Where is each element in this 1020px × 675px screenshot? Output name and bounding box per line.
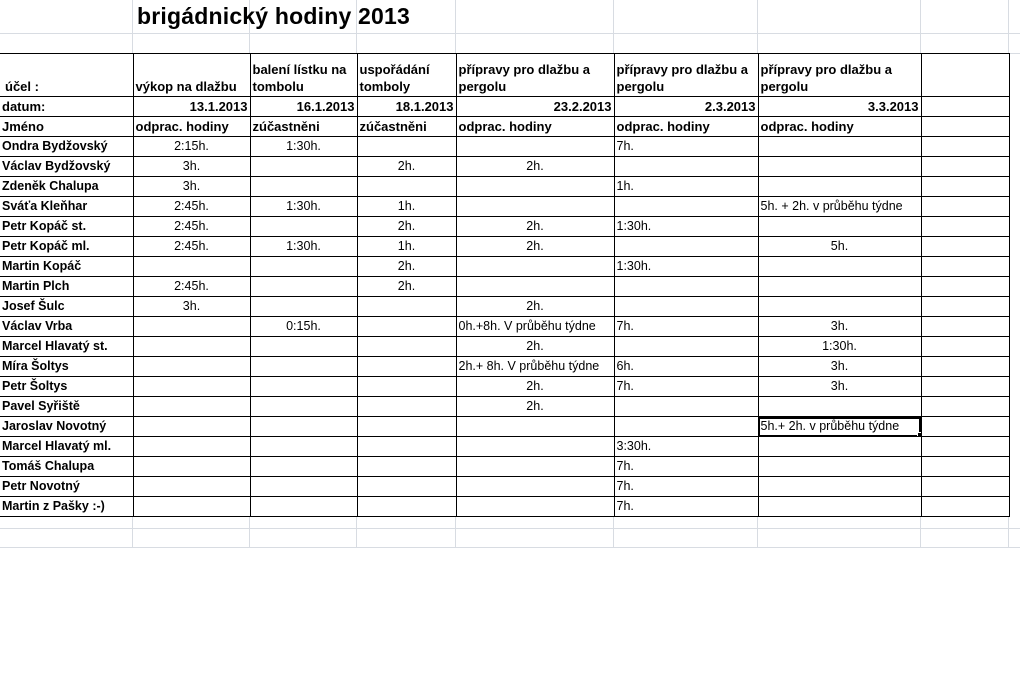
hours-cell[interactable] bbox=[758, 277, 921, 297]
hours-cell[interactable] bbox=[133, 157, 250, 177]
hours-cell[interactable] bbox=[357, 417, 456, 437]
hours-cell[interactable] bbox=[758, 457, 921, 477]
empty-cell[interactable] bbox=[921, 117, 1009, 137]
table-row bbox=[0, 497, 1009, 517]
table-row bbox=[0, 197, 1009, 217]
member-name-cell[interactable]: Marcel Hlavatý ml. bbox=[0, 437, 133, 457]
hours-value: 2h. bbox=[397, 279, 416, 293]
table-row bbox=[0, 257, 1009, 277]
hours-cell[interactable] bbox=[250, 437, 357, 457]
hours-cell[interactable] bbox=[456, 437, 614, 457]
hours-cell[interactable] bbox=[357, 437, 456, 457]
hours-cell[interactable] bbox=[456, 297, 614, 317]
hours-cell[interactable] bbox=[357, 297, 456, 317]
hours-cell[interactable] bbox=[614, 477, 758, 497]
member-name-cell[interactable]: Míra Šoltys bbox=[0, 357, 133, 377]
hours-cell[interactable] bbox=[614, 137, 758, 157]
date-cell[interactable]: 2.3.2013 bbox=[614, 97, 758, 117]
member-name-cell[interactable]: Ondra Bydžovský bbox=[0, 137, 133, 157]
date-cell[interactable]: 18.1.2013 bbox=[357, 97, 456, 117]
hours-cell[interactable] bbox=[614, 357, 758, 377]
hours-cell[interactable] bbox=[456, 257, 614, 277]
hours-value: 3h. bbox=[830, 319, 849, 333]
hours-cell[interactable] bbox=[614, 237, 758, 257]
hours-cell[interactable] bbox=[758, 477, 921, 497]
hours-cell[interactable] bbox=[357, 177, 456, 197]
table-row bbox=[0, 317, 1009, 337]
hours-cell[interactable] bbox=[133, 457, 250, 477]
fill-handle[interactable] bbox=[917, 432, 922, 437]
empty-cell[interactable] bbox=[921, 377, 1009, 397]
date-cell[interactable]: 3.3.2013 bbox=[758, 97, 921, 117]
hours-cell[interactable] bbox=[357, 217, 456, 237]
hours-cell[interactable] bbox=[456, 317, 614, 337]
empty-cell[interactable] bbox=[921, 317, 1009, 337]
hours-value: 6h. bbox=[616, 359, 634, 373]
hours-cell[interactable] bbox=[758, 137, 921, 157]
hours-cell[interactable] bbox=[133, 297, 250, 317]
hours-cell[interactable] bbox=[133, 497, 250, 517]
hours-cell[interactable] bbox=[250, 397, 357, 417]
hours-value: 7h. bbox=[616, 379, 634, 393]
empty-cell[interactable] bbox=[921, 217, 1009, 237]
hours-cell[interactable] bbox=[357, 377, 456, 397]
hours-cell[interactable] bbox=[456, 417, 614, 437]
hours-cell[interactable] bbox=[614, 257, 758, 277]
hours-cell[interactable] bbox=[133, 477, 250, 497]
hours-value: 2h. bbox=[526, 239, 544, 253]
table-row bbox=[0, 437, 1009, 457]
hours-cell[interactable] bbox=[250, 197, 357, 217]
hours-cell[interactable] bbox=[456, 457, 614, 477]
date-row bbox=[0, 97, 1009, 117]
empty-cell[interactable] bbox=[921, 97, 1009, 117]
hours-value: 7h. bbox=[616, 499, 634, 513]
hours-cell[interactable] bbox=[357, 197, 456, 217]
purpose-cell[interactable]: přípravy pro dlažbu a pergolu bbox=[456, 54, 614, 97]
member-name-cell[interactable]: Petr Šoltys bbox=[0, 377, 133, 397]
member-name-cell[interactable]: Jaroslav Novotný bbox=[0, 417, 133, 437]
hours-cell[interactable] bbox=[758, 497, 921, 517]
hours-cell[interactable] bbox=[758, 397, 921, 417]
unit-header-cell[interactable]: odprac. hodiny bbox=[456, 117, 614, 137]
hours-cell[interactable] bbox=[250, 177, 357, 197]
purpose-label[interactable]: účel : bbox=[0, 54, 133, 97]
member-name-cell[interactable]: Petr Kopáč st. bbox=[0, 217, 133, 237]
empty-cell[interactable] bbox=[921, 457, 1009, 477]
hours-cell[interactable] bbox=[250, 217, 357, 237]
hours-value: 2h. bbox=[397, 219, 416, 233]
hours-cell[interactable] bbox=[357, 137, 456, 157]
hours-cell[interactable] bbox=[614, 417, 758, 437]
hours-cell[interactable] bbox=[133, 397, 250, 417]
hours-cell[interactable] bbox=[456, 137, 614, 157]
hours-cell[interactable] bbox=[758, 257, 921, 277]
hours-cell[interactable] bbox=[133, 337, 250, 357]
hours-cell[interactable] bbox=[456, 397, 614, 417]
hours-cell[interactable] bbox=[614, 277, 758, 297]
hours-cell[interactable] bbox=[357, 257, 456, 277]
hours-cell[interactable] bbox=[250, 237, 357, 257]
hours-value: 2:45h. bbox=[174, 239, 209, 253]
purpose-cell[interactable]: výkop na dlažbu bbox=[133, 54, 250, 97]
empty-cell[interactable] bbox=[921, 417, 1009, 437]
table-row bbox=[0, 337, 1009, 357]
hours-cell[interactable] bbox=[614, 197, 758, 217]
hours-value: 7h. bbox=[616, 459, 634, 473]
hours-value: 2h.+ 8h. V průběhu týdne bbox=[458, 359, 600, 373]
hours-cell[interactable] bbox=[758, 357, 921, 377]
empty-cell[interactable] bbox=[921, 437, 1009, 457]
hours-cell[interactable] bbox=[614, 177, 758, 197]
hours-cell[interactable] bbox=[357, 477, 456, 497]
hours-cell[interactable] bbox=[133, 257, 250, 277]
hours-cell[interactable] bbox=[133, 217, 250, 237]
hours-value: 2:15h. bbox=[174, 139, 209, 153]
hours-cell[interactable] bbox=[456, 497, 614, 517]
hours-value: 5h. bbox=[830, 239, 849, 253]
hours-cell[interactable] bbox=[758, 197, 921, 217]
table-row bbox=[0, 277, 1009, 297]
empty-cell[interactable] bbox=[921, 237, 1009, 257]
hours-value: 3h. bbox=[182, 159, 201, 173]
unit-header-cell[interactable]: odprac. hodiny bbox=[133, 117, 250, 137]
member-name-cell[interactable]: Martin Plch bbox=[0, 277, 133, 297]
hours-cell[interactable] bbox=[250, 357, 357, 377]
table-row bbox=[0, 357, 1009, 377]
hours-cell[interactable] bbox=[614, 217, 758, 237]
hours-value: 1h. bbox=[397, 199, 416, 213]
name-column-header[interactable]: Jméno bbox=[0, 117, 133, 137]
hours-cell[interactable] bbox=[357, 497, 456, 517]
member-name-cell[interactable]: Václav Vrba bbox=[0, 317, 133, 337]
empty-cell[interactable] bbox=[921, 197, 1009, 217]
unit-header-cell[interactable]: odprac. hodiny bbox=[758, 117, 921, 137]
member-name-cell[interactable]: Pavel Syřiště bbox=[0, 397, 133, 417]
member-name-cell[interactable]: Zdeněk Chalupa bbox=[0, 177, 133, 197]
hours-cell[interactable] bbox=[357, 237, 456, 257]
table-row bbox=[0, 457, 1009, 477]
hours-cell[interactable] bbox=[250, 277, 357, 297]
hours-table bbox=[0, 53, 1010, 517]
hours-cell[interactable] bbox=[456, 277, 614, 297]
hours-value: 1:30h. bbox=[286, 199, 321, 213]
hours-value: 7h. bbox=[616, 139, 634, 153]
hours-value: 2h. bbox=[397, 159, 416, 173]
hours-cell[interactable] bbox=[357, 357, 456, 377]
hours-cell[interactable] bbox=[614, 497, 758, 517]
date-cell[interactable]: 16.1.2013 bbox=[250, 97, 357, 117]
hours-cell[interactable] bbox=[250, 477, 357, 497]
hours-value: 2h. bbox=[526, 339, 544, 353]
hours-cell[interactable] bbox=[456, 237, 614, 257]
hours-cell[interactable] bbox=[456, 157, 614, 177]
hours-cell[interactable] bbox=[133, 377, 250, 397]
hours-value: 3h. bbox=[182, 179, 201, 193]
table-row bbox=[0, 477, 1009, 497]
hours-value: 1:30h. bbox=[286, 239, 321, 253]
hours-value: 0:15h. bbox=[286, 319, 321, 333]
hours-cell[interactable] bbox=[250, 157, 357, 177]
hours-value: 1:30h. bbox=[616, 219, 652, 233]
hours-cell[interactable] bbox=[357, 337, 456, 357]
hours-cell[interactable] bbox=[250, 297, 357, 317]
table-row bbox=[0, 377, 1009, 397]
hours-value: 2:45h. bbox=[174, 279, 209, 293]
date-label[interactable]: datum: bbox=[0, 97, 133, 117]
purpose-cell[interactable]: uspořádání tomboly bbox=[357, 54, 456, 97]
hours-cell[interactable] bbox=[133, 317, 250, 337]
hours-cell[interactable] bbox=[758, 317, 921, 337]
hours-cell[interactable] bbox=[758, 177, 921, 197]
hours-cell[interactable] bbox=[133, 137, 250, 157]
empty-cell[interactable] bbox=[921, 357, 1009, 377]
table-row bbox=[0, 137, 1009, 157]
hours-value: 2:45h. bbox=[174, 199, 209, 213]
hours-value: 7h. bbox=[616, 479, 634, 493]
hours-cell[interactable] bbox=[614, 457, 758, 477]
table-row bbox=[0, 237, 1009, 257]
hours-value: 5h.+ 2h. v průběhu týdne bbox=[760, 419, 900, 433]
hours-value: 0h.+8h. V průběhu týdne bbox=[458, 319, 596, 333]
hours-value: 5h. + 2h. v průběhu týdne bbox=[760, 199, 903, 213]
hours-cell[interactable] bbox=[456, 377, 614, 397]
hours-cell[interactable] bbox=[357, 397, 456, 417]
hours-cell[interactable] bbox=[250, 317, 357, 337]
member-name-cell[interactable]: Sváťa Kleňhar bbox=[0, 197, 133, 217]
hours-cell[interactable] bbox=[758, 237, 921, 257]
hours-value: 7h. bbox=[616, 319, 634, 333]
hours-cell[interactable] bbox=[758, 437, 921, 457]
empty-cell[interactable] bbox=[921, 177, 1009, 197]
hours-value: 3h. bbox=[830, 359, 849, 373]
sheet-title[interactable]: brigádnický hodiny 2013 bbox=[137, 3, 411, 29]
hours-value: 2h. bbox=[526, 219, 544, 233]
hours-cell[interactable] bbox=[614, 337, 758, 357]
member-name-cell[interactable]: Marcel Hlavatý st. bbox=[0, 337, 133, 357]
hours-cell[interactable] bbox=[133, 437, 250, 457]
member-name-cell[interactable]: Tomáš Chalupa bbox=[0, 457, 133, 477]
unit-header-cell[interactable]: odprac. hodiny bbox=[614, 117, 758, 137]
hours-cell[interactable] bbox=[357, 457, 456, 477]
table-row bbox=[0, 217, 1009, 237]
hours-cell[interactable] bbox=[456, 357, 614, 377]
hours-cell[interactable] bbox=[758, 417, 921, 437]
hours-cell[interactable] bbox=[614, 377, 758, 397]
table-row bbox=[0, 177, 1009, 197]
date-cell[interactable]: 23.2.2013 bbox=[456, 97, 614, 117]
hours-cell[interactable] bbox=[250, 417, 357, 437]
date-cell[interactable]: 13.1.2013 bbox=[133, 97, 250, 117]
empty-cell[interactable] bbox=[921, 477, 1009, 497]
hours-cell[interactable] bbox=[456, 337, 614, 357]
hours-value: 1:30h. bbox=[286, 139, 321, 153]
empty-cell[interactable] bbox=[921, 277, 1009, 297]
hours-cell[interactable] bbox=[250, 137, 357, 157]
unit-header-cell[interactable]: zúčastněni bbox=[357, 117, 456, 137]
hours-cell[interactable] bbox=[614, 397, 758, 417]
hours-cell[interactable] bbox=[758, 377, 921, 397]
empty-cell[interactable] bbox=[921, 54, 1009, 97]
member-name-cell[interactable]: Václav Bydžovský bbox=[0, 157, 133, 177]
hours-value: 2h. bbox=[526, 399, 544, 413]
hours-value: 1h. bbox=[616, 179, 634, 193]
member-name-cell[interactable]: Martin Kopáč bbox=[0, 257, 133, 277]
hours-value: 2h. bbox=[526, 379, 544, 393]
hours-value: 3h. bbox=[182, 299, 201, 313]
hours-cell[interactable] bbox=[133, 197, 250, 217]
hours-cell[interactable] bbox=[250, 257, 357, 277]
hours-value: 2h. bbox=[526, 159, 544, 173]
hours-cell[interactable] bbox=[250, 497, 357, 517]
table-row bbox=[0, 157, 1009, 177]
empty-cell[interactable] bbox=[921, 397, 1009, 417]
empty-cell[interactable] bbox=[921, 297, 1009, 317]
empty-cell[interactable] bbox=[921, 157, 1009, 177]
purpose-cell[interactable]: přípravy pro dlažbu a pergolu bbox=[614, 54, 758, 97]
empty-cell[interactable] bbox=[921, 137, 1009, 157]
purpose-cell[interactable]: balení lístku na tombolu bbox=[250, 54, 357, 97]
hours-cell[interactable] bbox=[133, 177, 250, 197]
hours-cell[interactable] bbox=[614, 317, 758, 337]
purpose-row bbox=[0, 54, 1009, 97]
member-name-cell[interactable]: Martin z Pašky :-) bbox=[0, 497, 133, 517]
hours-value: 3:30h. bbox=[616, 439, 652, 453]
hours-cell[interactable] bbox=[133, 357, 250, 377]
hours-cell[interactable] bbox=[758, 297, 921, 317]
hours-cell[interactable] bbox=[758, 337, 921, 357]
hours-value: 1:30h. bbox=[616, 259, 652, 273]
hours-cell[interactable] bbox=[758, 157, 921, 177]
hours-cell[interactable] bbox=[758, 217, 921, 237]
column-header-row bbox=[0, 117, 1009, 137]
member-name-cell[interactable]: Petr Kopáč ml. bbox=[0, 237, 133, 257]
hours-value: 3h. bbox=[830, 379, 849, 393]
unit-header-cell[interactable]: zúčastněni bbox=[250, 117, 357, 137]
empty-cell[interactable] bbox=[921, 257, 1009, 277]
hours-cell[interactable] bbox=[133, 277, 250, 297]
hours-cell[interactable] bbox=[456, 177, 614, 197]
empty-cell[interactable] bbox=[921, 337, 1009, 357]
hours-cell[interactable] bbox=[133, 417, 250, 437]
hours-cell[interactable] bbox=[357, 157, 456, 177]
table-row bbox=[0, 417, 1009, 437]
hours-value: 1h. bbox=[397, 239, 416, 253]
hours-value: 1:30h. bbox=[822, 339, 857, 353]
hours-cell[interactable] bbox=[250, 457, 357, 477]
hours-cell[interactable] bbox=[250, 337, 357, 357]
hours-cell[interactable] bbox=[614, 297, 758, 317]
hours-cell[interactable] bbox=[614, 437, 758, 457]
hours-cell[interactable] bbox=[133, 237, 250, 257]
hours-cell[interactable] bbox=[456, 477, 614, 497]
hours-cell[interactable] bbox=[250, 377, 357, 397]
purpose-cell[interactable]: přípravy pro dlažbu a pergolu bbox=[758, 54, 921, 97]
table-row bbox=[0, 397, 1009, 417]
member-name-cell[interactable]: Petr Novotný bbox=[0, 477, 133, 497]
hours-value: 2h. bbox=[397, 259, 416, 273]
member-name-cell[interactable]: Josef Šulc bbox=[0, 297, 133, 317]
hours-value: 2:45h. bbox=[174, 219, 209, 233]
hours-cell[interactable] bbox=[456, 197, 614, 217]
hours-value: 2h. bbox=[526, 299, 544, 313]
table-row bbox=[0, 297, 1009, 317]
hours-cell[interactable] bbox=[614, 157, 758, 177]
hours-cell[interactable] bbox=[357, 317, 456, 337]
empty-cell[interactable] bbox=[921, 497, 1009, 517]
hours-cell[interactable] bbox=[357, 277, 456, 297]
hours-cell[interactable] bbox=[456, 217, 614, 237]
